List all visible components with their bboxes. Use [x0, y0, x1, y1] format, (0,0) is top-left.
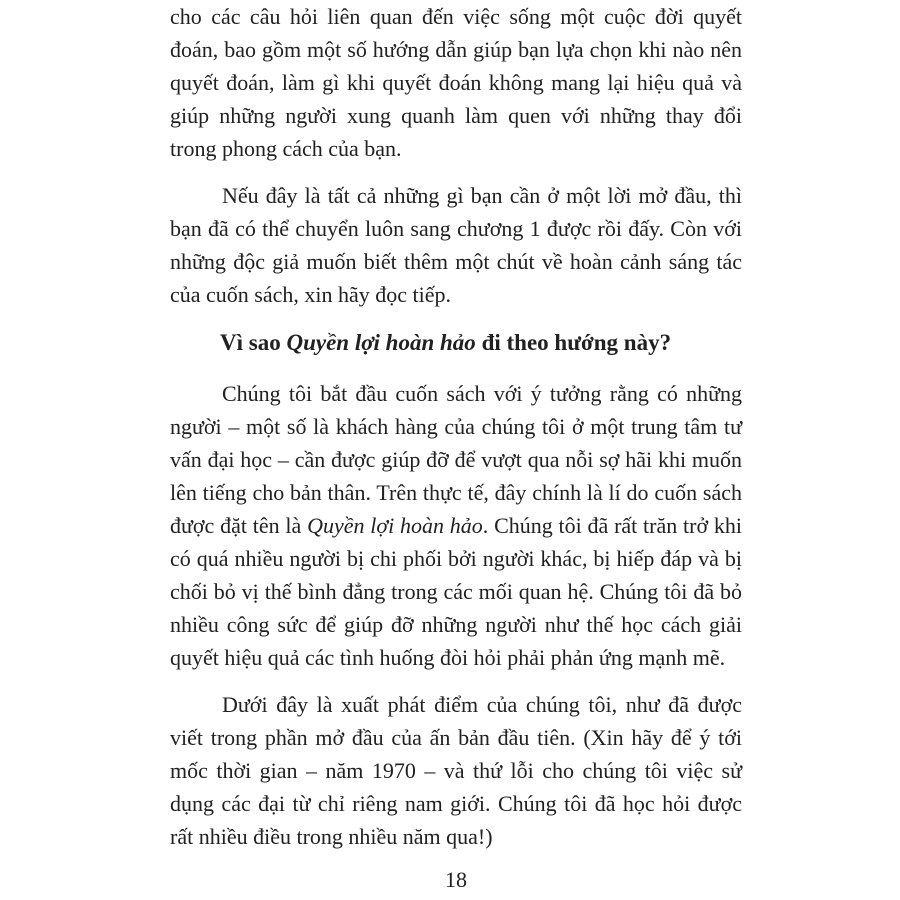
section-heading [220, 325, 742, 361]
text-segment: đi theo hướng này? [475, 330, 672, 355]
text-segment: Nếu đây là tất cả những gì bạn cần ở một lời mở đầu, thì bạn đã có thể chuyển luôn sang chương 1 được rồi đấy. Còn với những độc giả muốn biết thêm một chút về hoàn cảnh sáng tác của cuốn sách, xin hãy đọc tiếp. [170, 183, 742, 307]
text-segment: Chúng tôi bắt đầu cuốn sách với ý tưởng rằng có những người – một số là khách hàng của chúng tôi ở một trung tâm tư vấn đại học – cần được giúp đỡ để vượt qua nỗi sợ hãi khi muốn lên tiếng cho bản thân. Trên thực tế, đây chính là lí do cuốn sách được đặt tên là [170, 381, 742, 538]
body-paragraph [170, 688, 742, 853]
text-segment: Vì sao [220, 330, 287, 355]
page-number: 18 [445, 867, 467, 892]
body-paragraph [170, 179, 742, 311]
book-title-text: Quyền lợi hoàn hảo [307, 513, 483, 538]
body-paragraph [170, 377, 742, 674]
book-title-text: Quyền lợi hoàn hảo [286, 330, 476, 355]
page-text-block [170, 0, 742, 867]
text-segment: Dưới đây là xuất phát điểm của chúng tôi, như đã được viết trong phần mở đầu của ấn bản đầu tiên. (Xin hãy để ý tới mốc thời gian – năm 1970 – và thứ lỗi cho chúng tôi việc sử dụng các đại từ chỉ riêng nam giới. Chúng tôi đã học hỏi được rất nhiều điều trong nhiều năm qua!) [170, 692, 742, 849]
text-segment: cho các câu hỏi liên quan đến việc sống một cuộc đời quyết đoán, bao gồm một số hướng dẫn giúp bạn lựa chọn khi nào nên quyết đoán, làm gì khi quyết đoán không mang lại hiệu quả và giúp những người xung quanh làm quen với những thay đổi trong phong cách của bạn. [170, 4, 742, 161]
text-segment: . Chúng tôi đã rất trăn trở khi có quá nhiều người bị chi phối bởi người khác, bị hiếp đáp và bị chối bỏ vị thế bình đẳng trong các mối quan hệ. Chúng tôi đã bỏ nhiều công sức để giúp đỡ những người như thế học cách giải quyết hiệu quả các tình huống đòi hỏi phải phản ứng mạnh mẽ. [170, 513, 742, 670]
body-paragraph [170, 0, 742, 165]
